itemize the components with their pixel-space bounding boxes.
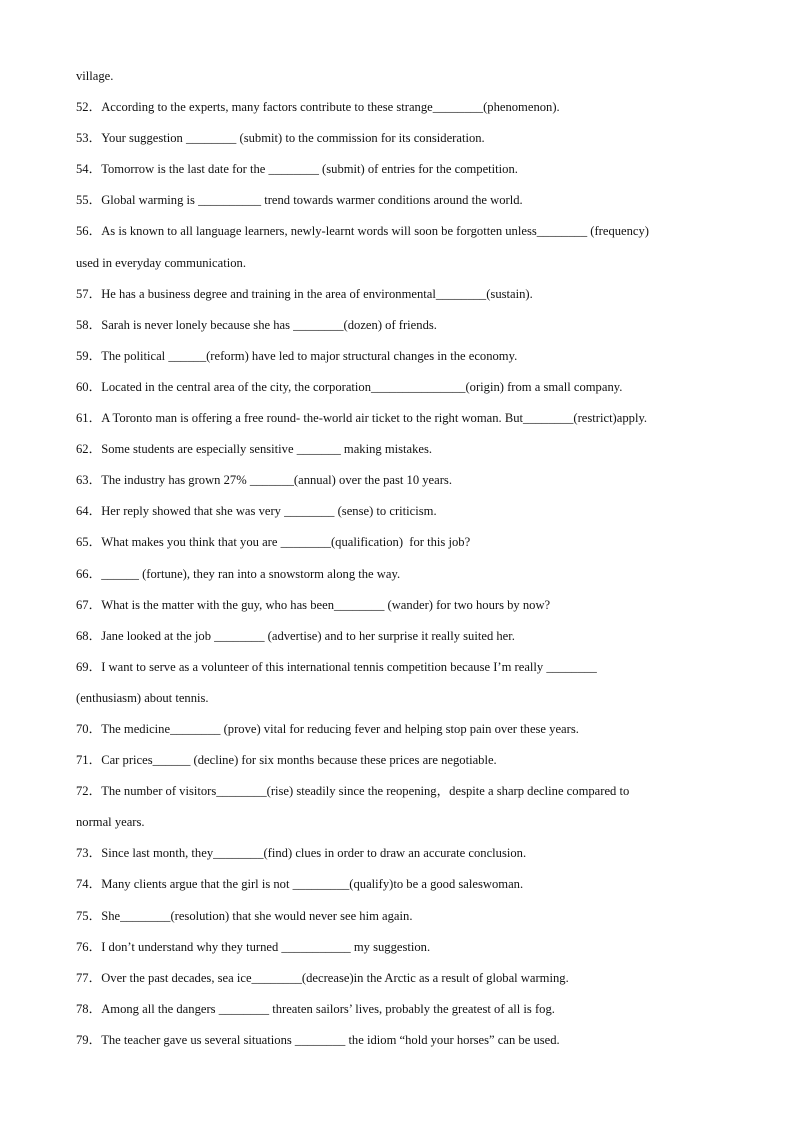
- question-70: 70．The medicine________ (prove) vital for reducing fever and helping stop pain over these years.: [76, 721, 579, 736]
- question-55: 55．Global warming is __________ trend towards warmer conditions around the world.: [76, 193, 523, 208]
- question-57: 57．He has a business degree and training in the area of environmental________(sustain).: [76, 286, 533, 301]
- question-52: 52．According to the experts, many factors contribute to these strange________(phenomenon).: [76, 100, 560, 115]
- question-69: 69．I want to serve as a volunteer of this international tennis competition because I’m really ________: [76, 659, 597, 674]
- question-76: 76．I don’t understand why they turned ___________ my suggestion.: [76, 939, 431, 954]
- question-66: 66．______ (fortune), they ran into a snowstorm along the way.: [76, 566, 401, 581]
- question-72-continuation: normal years.: [76, 815, 145, 830]
- question-56-continuation: used in everyday communication.: [76, 255, 246, 270]
- question-72: 72．The number of visitors________(rise) steadily since the reopening，despite a sharp decline compared to: [76, 784, 630, 799]
- question-61: 61．A Toronto man is offering a free round- the-world air ticket to the right woman. But________(restrict)apply.: [76, 411, 648, 426]
- question-78: 78．Among all the dangers ________ threaten sailors’ lives, probably the greatest of all is fog.: [76, 1001, 555, 1016]
- question-64: 64．Her reply showed that she was very ________ (sense) to criticism.: [76, 504, 437, 519]
- question-79: 79．The teacher gave us several situations ________ the idiom “hold your horses” can be used.: [76, 1032, 560, 1047]
- question-74: 74．Many clients argue that the girl is not _________(qualify)to be a good saleswoman.: [76, 877, 524, 892]
- question-60: 60．Located in the central area of the city, the corporation_______________(origin) from a small company.: [76, 379, 623, 394]
- question-68: 68．Jane looked at the job ________ (advertise) and to her surprise it really suited her.: [76, 628, 515, 643]
- question-54: 54．Tomorrow is the last date for the ________ (submit) of entries for the competition.: [76, 162, 518, 177]
- document-page: [76, 61, 721, 1056]
- question-69-continuation: (enthusiasm) about tennis.: [76, 690, 209, 705]
- question-59: 59．The political ______(reform) have led to major structural changes in the economy.: [76, 348, 518, 363]
- question-56: 56．As is known to all language learners, newly-learnt words will soon be forgotten unless________ (frequency): [76, 224, 650, 239]
- question-53: 53．Your suggestion ________ (submit) to the commission for its consideration.: [76, 131, 485, 146]
- question-71: 71．Car prices______ (decline) for six months because these prices are negotiable.: [76, 753, 497, 768]
- question-65: 65．What makes you think that you are ________(qualification) for this job?: [76, 535, 471, 550]
- question-58: 58．Sarah is never lonely because she has ________(dozen) of friends.: [76, 317, 437, 332]
- question-62: 62．Some students are especially sensitive _______ making mistakes.: [76, 442, 433, 457]
- question-75: 75．She________(resolution) that she would never see him again.: [76, 908, 413, 923]
- question-73: 73．Since last month, they________(find) clues in order to draw an accurate conclusion.: [76, 846, 527, 861]
- question-77: 77．Over the past decades, sea ice________(decrease)in the Arctic as a result of global warming.: [76, 970, 569, 985]
- question-63: 63．The industry has grown 27% _______(annual) over the past 10 years.: [76, 473, 452, 488]
- question-67: 67．What is the matter with the guy, who has been________ (wander) for two hours by now?: [76, 597, 551, 612]
- text-line-continuation: village.: [76, 69, 114, 83]
